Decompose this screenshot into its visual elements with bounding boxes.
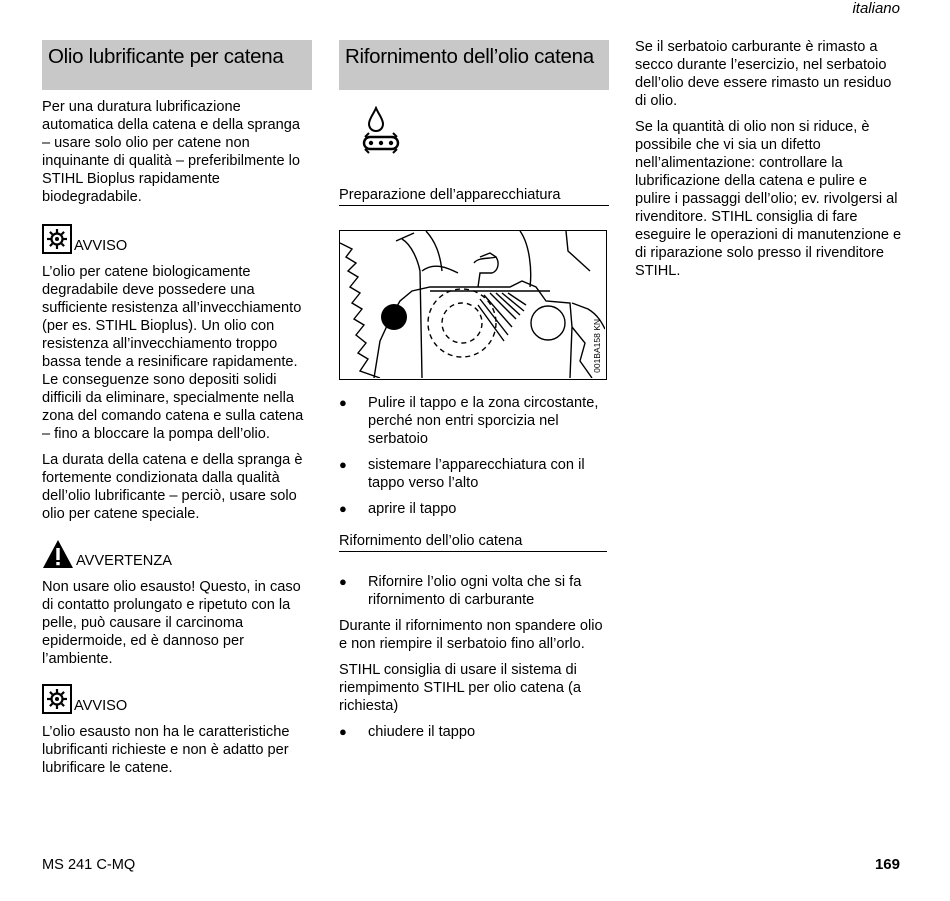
notice-text: L’olio per catene biologicamente degradabile deve possedere una sufficiente resistenza all’invecchiamento (per es. STIHL Bioplus). Un olio con resistenza all’invecchiamento troppo bassa tende a resinificare rapidamente. Le conseguenze sono depositi solidi difficili da eliminare, specialmente nella zona del comando catena e sulla catena – fino a bloccare la pompa dell’olio. bbox=[42, 264, 304, 442]
list-item-text: chiudere il tappo bbox=[368, 724, 476, 740]
list-item-text: sistemare l’apparecchiatura con il tappo verso l’alto bbox=[368, 457, 585, 491]
notice-avviso-1 bbox=[42, 224, 312, 254]
list-item-text: aprire il tappo bbox=[368, 501, 457, 517]
list-item bbox=[339, 394, 609, 448]
bullet-icon: ● bbox=[339, 395, 347, 410]
warning-avvertenza bbox=[42, 539, 312, 569]
column-notes bbox=[635, 38, 903, 288]
oil-drop-chain-icon bbox=[361, 106, 609, 154]
paragraph: Se la quantità di olio non si riduce, è possibile che vi sia un difetto nell’alimentazione: controllare la lubrificazione della catena e pulire e pulire i passaggi dell’olio; ev. rivolgersi al rivenditore. STIHL consiglia di fare eseguire le operazioni di manutenzione e di riparazione solo presso il rivenditore STIHL. bbox=[635, 119, 902, 279]
bullet-icon: ● bbox=[339, 457, 347, 472]
column-chain-oil bbox=[42, 40, 312, 785]
bullet-icon: ● bbox=[339, 724, 347, 739]
bullet-icon: ● bbox=[339, 574, 347, 589]
page-number: 169 bbox=[874, 856, 900, 873]
footer-model: MS 241 C-MQ bbox=[42, 857, 136, 873]
warning-label: AVVERTENZA bbox=[76, 553, 172, 569]
subheading-refill-text: Rifornimento dell’olio catena bbox=[339, 532, 607, 552]
paragraph: La durata della catena e della spranga è fortemente condizionata dalla qualità dell’olio lubrificante – perciò, usare solo olio per catene speciale. bbox=[42, 452, 303, 522]
list-item-text: Pulire il tappo e la zona circostante, perché non entri sporcizia nel serbatoio bbox=[368, 395, 599, 447]
list-item bbox=[339, 723, 609, 741]
column-oil-refill bbox=[339, 40, 609, 749]
warning-triangle-icon bbox=[42, 539, 74, 569]
figure-code: 001BA158 KN bbox=[592, 319, 602, 373]
warning-text bbox=[42, 578, 312, 668]
subheading-refill bbox=[339, 532, 609, 553]
warning-lead: Non usare olio esausto! bbox=[42, 579, 196, 595]
list-item bbox=[339, 573, 609, 609]
language-label: italiano bbox=[852, 0, 900, 17]
notice-label: AVVISO bbox=[74, 238, 128, 254]
gear-icon bbox=[42, 224, 72, 254]
gear-icon bbox=[42, 684, 72, 714]
list-item bbox=[339, 456, 609, 492]
chainsaw-drawing bbox=[340, 231, 605, 378]
warning-body: Questo, in caso di contatto prolungato e ripetuto con la pelle, può causare il carcinoma epidermoide, ed è dannoso per l’ambiente. bbox=[42, 579, 301, 667]
paragraph: Durante il rifornimento non spandere olio e non riempire il serbatoio fino all’orlo. bbox=[339, 618, 603, 652]
paragraph: Se il serbatoio carburante è rimasto a secco durante l’esercizio, nel serbatoio dell’olio deve essere rimasto un residuo di olio. bbox=[635, 39, 892, 109]
section-title-oil-refill: Rifornimento dell’olio catena bbox=[339, 40, 609, 90]
notice-label: AVVISO bbox=[74, 698, 128, 714]
list-item bbox=[339, 500, 609, 518]
intro-paragraph: Per una duratura lubrificazione automatica della catena e della spranga – usare solo olio per catene non inquinante di qualità – preferibilmente lo STIHL Bioplus rapidamente biodegradabile. bbox=[42, 99, 300, 205]
notice-text: L’olio esausto non ha le caratteristiche lubrificanti richieste e non è adatto per lubrificare le catene. bbox=[42, 724, 290, 776]
section-title-chain-oil: Olio lubrificante per catena bbox=[42, 40, 312, 90]
paragraph: STIHL consiglia di usare il sistema di riempimento STIHL per olio catena (a richiesta) bbox=[339, 662, 581, 714]
subheading-preparation: Preparazione dell’apparecchiatura bbox=[339, 186, 609, 206]
notice-avviso-2 bbox=[42, 684, 312, 714]
bullet-icon: ● bbox=[339, 501, 347, 516]
chainsaw-illustration bbox=[339, 230, 607, 380]
list-item-text: Rifornire l’olio ogni volta che si fa rifornimento di carburante bbox=[368, 574, 582, 608]
